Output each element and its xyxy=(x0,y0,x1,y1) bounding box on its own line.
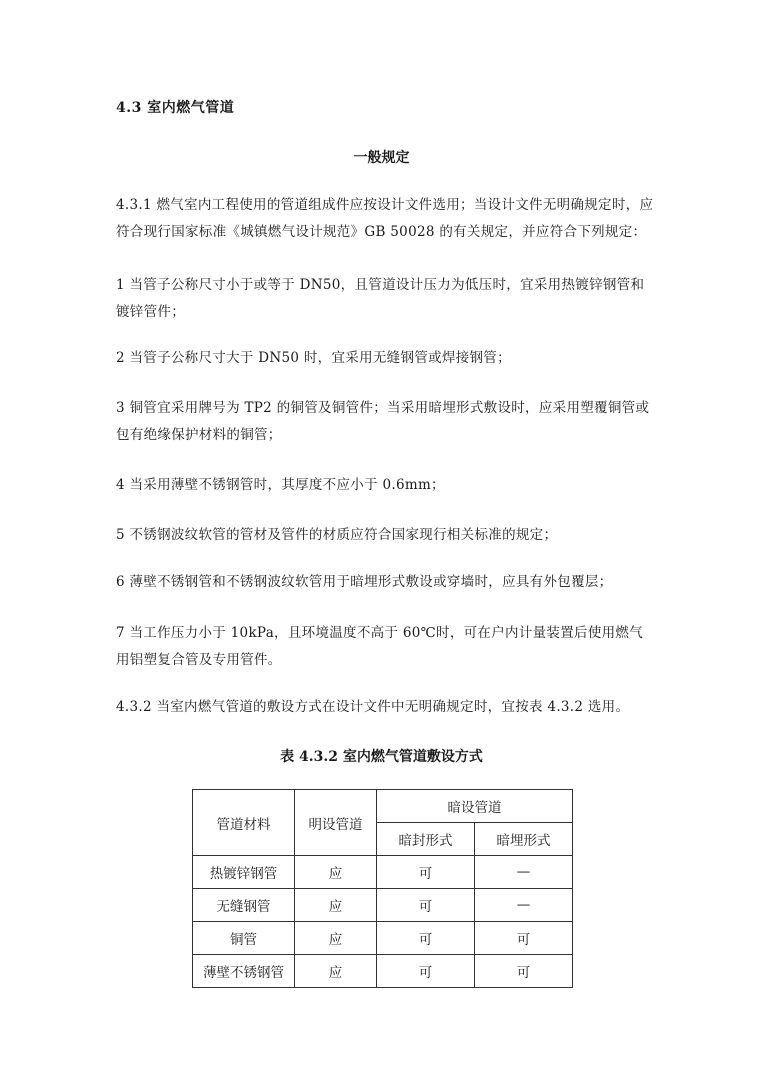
cell-exposed: 应 xyxy=(295,889,377,922)
header-material: 管道材料 xyxy=(193,790,295,856)
table-row xyxy=(193,922,573,955)
header-sealed: 暗封形式 xyxy=(377,823,475,856)
cell-exposed: 应 xyxy=(295,955,377,988)
cell-buried: 可 xyxy=(475,922,573,955)
cell-sealed: 可 xyxy=(377,955,475,988)
cell-buried: 可 xyxy=(475,955,573,988)
cell-sealed: 可 xyxy=(377,922,475,955)
subsection-title: 一般规定 xyxy=(353,150,410,166)
cell-material: 铜管 xyxy=(193,922,295,955)
list-item-7: 7 当工作压力小于 10kPa，且环境温度不高于 60℃时，可在户内计量装置后使用燃气用铝塑复合管及专用管件。 xyxy=(116,625,644,668)
laying-method-table xyxy=(192,789,573,988)
header-buried: 暗埋形式 xyxy=(475,823,573,856)
cell-sealed: 可 xyxy=(377,889,475,922)
cell-material: 无缝钢管 xyxy=(193,889,295,922)
list-item-4: 4 当采用薄壁不锈钢管时，其厚度不应小于 0.6mm； xyxy=(116,477,445,493)
cell-material: 热镀锌钢管 xyxy=(193,856,295,889)
list-item-2: 2 当管子公称尺寸大于 DN50 时，宜采用无缝钢管或焊接钢管； xyxy=(116,350,511,366)
table-row xyxy=(193,955,573,988)
cell-buried: — xyxy=(475,889,573,922)
cell-exposed: 应 xyxy=(295,922,377,955)
table-row xyxy=(193,856,573,889)
list-item-5: 5 不锈钢波纹软管的管材及管件的材质应符合国家现行相关标准的规定； xyxy=(116,527,558,543)
table-header-row xyxy=(193,790,573,823)
header-exposed: 明设管道 xyxy=(295,790,377,856)
list-item-1: 1 当管子公称尺寸小于或等于 DN50，且管道设计压力为低压时，宜采用热镀锌钢管和镀锌管件； xyxy=(116,277,645,320)
cell-exposed: 应 xyxy=(295,856,377,889)
table-row xyxy=(193,889,573,922)
section-title: 4.3 室内燃气管道 xyxy=(116,100,235,116)
list-item-6: 6 薄壁不锈钢管和不锈钢波纹软管用于暗埋形式敷设或穿墙时，应具有外包覆层； xyxy=(116,574,613,590)
cell-buried: — xyxy=(475,856,573,889)
table-caption: 表 4.3.2 室内燃气管道敷设方式 xyxy=(280,749,483,765)
header-concealed: 暗设管道 xyxy=(377,790,573,823)
cell-material: 薄壁不锈钢管 xyxy=(193,955,295,988)
clause-4-3-1: 4.3.1 燃气室内工程使用的管道组成件应按设计文件选用；当设计文件无明确规定时，应符合现行国家标准《城镇燃气设计规范》GB 50028 的有关规定，并应符合下列规定： xyxy=(116,197,654,240)
clause-4-3-2: 4.3.2 当室内燃气管道的敷设方式在设计文件中无明确规定时，宜按表 4.3.2 选用。 xyxy=(116,699,630,715)
cell-sealed: 可 xyxy=(377,856,475,889)
list-item-3: 3 铜管宜采用牌号为 TP2 的铜管及铜管件；当采用暗埋形式敷设时，应采用塑覆铜管或包有绝缘保护材料的铜管； xyxy=(116,400,650,443)
